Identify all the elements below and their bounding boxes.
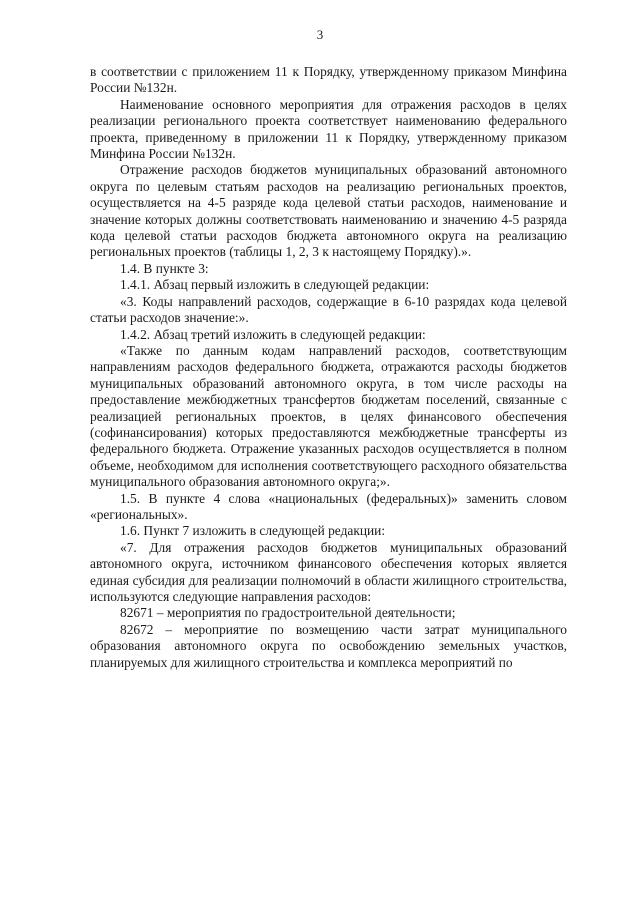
document-paragraph: в соответствии с приложением 11 к Порядку, утвержденному приказом Минфина России №132н. xyxy=(90,64,567,96)
document-paragraph: 1.4.2. Абзац третий изложить в следующей редакции: xyxy=(120,326,426,342)
document-paragraph: 82672 – мероприятие по возмещению части затрат муниципального образования автономного округа по освобождению земельных участков, планируемых для жилищного строительства и комплекса мероприятий по xyxy=(90,621,567,670)
document-paragraph: «Также по данным кодам направлений расходов, соответствующим направлениям расходов федерального бюджета, отражаются расходы бюджетов муниципальных образований автономного округа, в том числе расходы на предоставление межбюджетных трансфертов бюджетам поселений, связанные с реализацией региональных проектов, в целях финансового обеспечения (софинансирования) которых предоставляются межбюджетные трансферты из федерального бюджета. Отражение указанных расходов осуществляется в полном объеме, необходимом для исполнения соответствующего расходного обязательства муниципального образования автономного округа;». xyxy=(90,342,567,490)
document-paragraph: «7. Для отражения расходов бюджетов муниципальных образований автономного округа, источником финансового обеспечения которых является единая субсидия для реализации полномочий в области жилищного строительства, используются следующие направления расходов: xyxy=(90,539,567,604)
document-paragraph: 1.6. Пункт 7 изложить в следующей редакции: xyxy=(120,523,386,539)
document-paragraph: «3. Коды направлений расходов, содержащие в 6-10 разрядах кода целевой статьи расходов значение:». xyxy=(90,293,567,326)
document-paragraph: 1.5. В пункте 4 слова «национальных (федеральных)» заменить словом «региональных». xyxy=(90,490,567,522)
document-paragraph: Наименование основного мероприятия для отражения расходов в целях реализации регионального проекта соответствует наименованию федерального проекта, приведенному в приложении 11 к Порядку, утвержденному приказом Минфина России №132н. xyxy=(90,96,567,162)
document-paragraph: 1.4. В пункте 3: xyxy=(120,260,209,276)
document-paragraph: Отражение расходов бюджетов муниципальных образований автономного округа по целевым статьям расходов на реализацию региональных проектов, осуществляется на 4-5 разряде кода целевой статьи расходов, наименование и значение которых должны соответствовать наименованию и значению 4-5 разряда кода целевой статьи расходов бюджета автономного округа на реализацию региональных проектов (таблицы 1, 2, 3 к настоящему Порядку).». xyxy=(90,162,567,260)
page-number: 3 xyxy=(316,27,324,42)
document-paragraph: 1.4.1. Абзац первый изложить в следующей редакции: xyxy=(120,277,430,293)
document-body xyxy=(90,64,567,671)
document-paragraph: 82671 – мероприятия по градостроительной деятельности; xyxy=(120,605,456,621)
